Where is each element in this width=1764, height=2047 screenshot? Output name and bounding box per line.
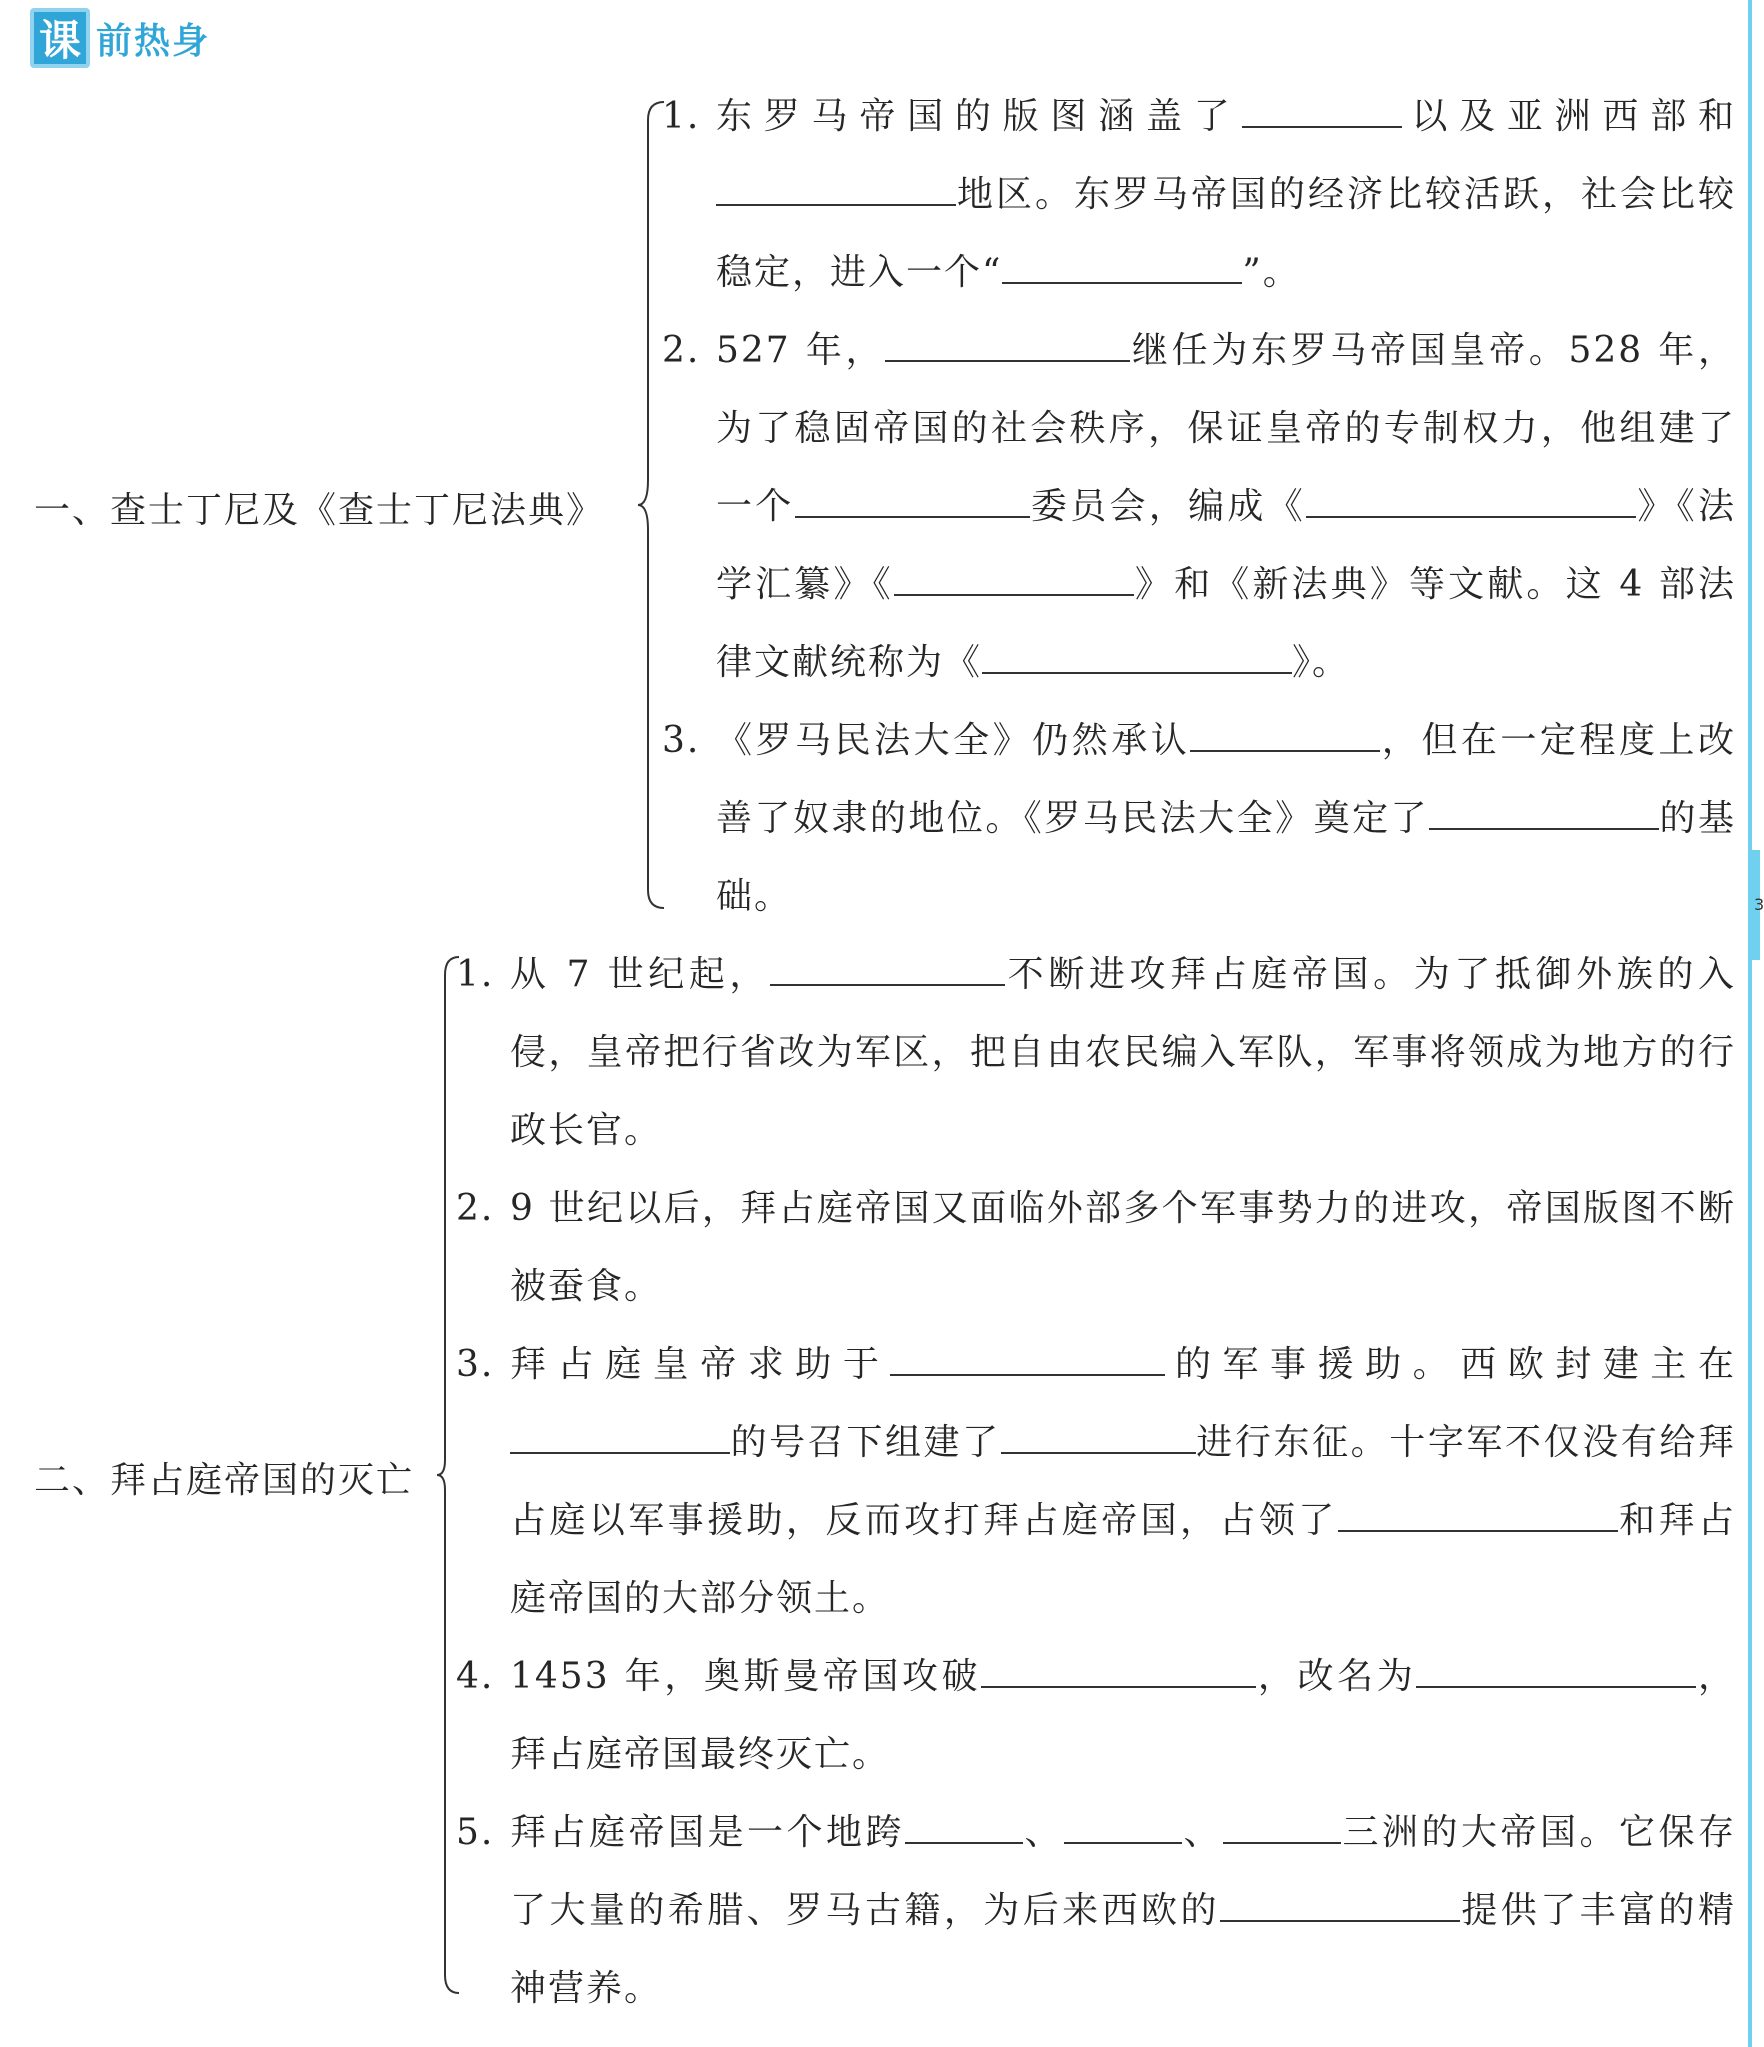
item-number: 3. bbox=[662, 720, 701, 761]
answer-blank[interactable] bbox=[1429, 794, 1659, 830]
section1-item-2 bbox=[662, 312, 1736, 702]
section2-item-5 bbox=[456, 1794, 1736, 2028]
answer-blank[interactable] bbox=[1190, 716, 1380, 752]
answer-blank[interactable] bbox=[890, 1340, 1165, 1376]
item-number: 4. bbox=[456, 1656, 495, 1697]
answer-blank[interactable] bbox=[894, 560, 1134, 596]
answer-blank[interactable] bbox=[1338, 1496, 1618, 1532]
answer-blank[interactable] bbox=[1223, 1808, 1341, 1844]
section2-item-3 bbox=[456, 1326, 1736, 1638]
answer-blank[interactable] bbox=[510, 1418, 730, 1454]
item-text: 东罗马帝国的版图涵盖了 以及亚洲西部和地区。东罗马帝国的经济比较活跃，社会比较稳定，进入一个“ ”。 bbox=[716, 78, 1736, 312]
section2-label: 二、拜占庭帝国的灭亡 bbox=[34, 1460, 415, 1501]
section2-item-4 bbox=[456, 1638, 1736, 1794]
item-text: 9 世纪以后，拜占庭帝国又面临外部多个军事势力的进攻，帝国版图不断被蚕食。 bbox=[510, 1188, 1736, 1307]
answer-blank[interactable] bbox=[1220, 1886, 1460, 1922]
section-title: 前热身 bbox=[96, 20, 211, 62]
answer-blank[interactable] bbox=[1416, 1652, 1696, 1688]
section2-item-1 bbox=[456, 936, 1736, 1170]
answer-blank[interactable] bbox=[716, 170, 956, 206]
answer-blank[interactable] bbox=[1001, 1418, 1196, 1454]
answer-blank[interactable] bbox=[1064, 1808, 1182, 1844]
page-edge-border bbox=[1748, 0, 1752, 2047]
answer-blank[interactable] bbox=[885, 326, 1130, 362]
item-number: 5. bbox=[456, 1812, 495, 1853]
section1-item-3 bbox=[662, 702, 1736, 936]
answer-blank[interactable] bbox=[770, 950, 1005, 986]
section1-item-1 bbox=[662, 78, 1736, 312]
item-number: 2. bbox=[456, 1188, 495, 1229]
section-header bbox=[30, 6, 210, 70]
answer-blank[interactable] bbox=[982, 638, 1292, 674]
lesson-icon: 课 bbox=[30, 8, 90, 68]
item-text: 527 年， 继任为东罗马帝国皇帝。528 年，为了稳固帝国的社会秩序，保证皇帝的专制权力，他组建了一个 委员会，编成《 》《法学汇纂》《 》和《新法典》等文献。这 4 部法律文献统称为《 》。 bbox=[716, 312, 1736, 702]
item-text: 1453 年，奥斯曼帝国攻破 ，改名为 ，拜占庭帝国最终灭亡。 bbox=[510, 1638, 1736, 1794]
answer-blank[interactable] bbox=[981, 1652, 1256, 1688]
item-number: 3. bbox=[456, 1344, 495, 1385]
item-text: 拜占庭皇帝求助于 的军事援助。西欧封建主在的号召下组建了 进行东征。十字军不仅没有给拜占庭以军事援助，反而攻打拜占庭帝国，占领了 和拜占庭帝国的大部分领土。 bbox=[510, 1326, 1736, 1638]
answer-blank[interactable] bbox=[905, 1808, 1023, 1844]
answer-blank[interactable] bbox=[1306, 482, 1636, 518]
item-text: 拜占庭帝国是一个地跨 、 、 三洲的大帝国。它保存了大量的希腊、罗马古籍，为后来西欧的 提供了丰富的精神营养。 bbox=[510, 1794, 1736, 2028]
item-text: 从 7 世纪起， 不断进攻拜占庭帝国。为了抵御外族的入侵，皇帝把行省改为军区，把自由农民编入军队，军事将领成为地方的行政长官。 bbox=[510, 936, 1736, 1170]
answer-blank[interactable] bbox=[1002, 248, 1242, 284]
item-number: 1. bbox=[456, 954, 495, 995]
item-text: 《罗马民法大全》仍然承认 ，但在一定程度上改善了奴隶的地位。《罗马民法大全》奠定了 的基础。 bbox=[716, 702, 1736, 936]
item-number: 2. bbox=[662, 330, 701, 371]
page-number: 3 bbox=[1754, 895, 1764, 914]
item-number: 1. bbox=[662, 96, 701, 137]
answer-blank[interactable] bbox=[795, 482, 1030, 518]
answer-blank[interactable] bbox=[1242, 92, 1402, 128]
section2-item-2 bbox=[456, 1170, 1736, 1326]
section1-label: 一、查士丁尼及《查士丁尼法典》 bbox=[34, 490, 605, 531]
